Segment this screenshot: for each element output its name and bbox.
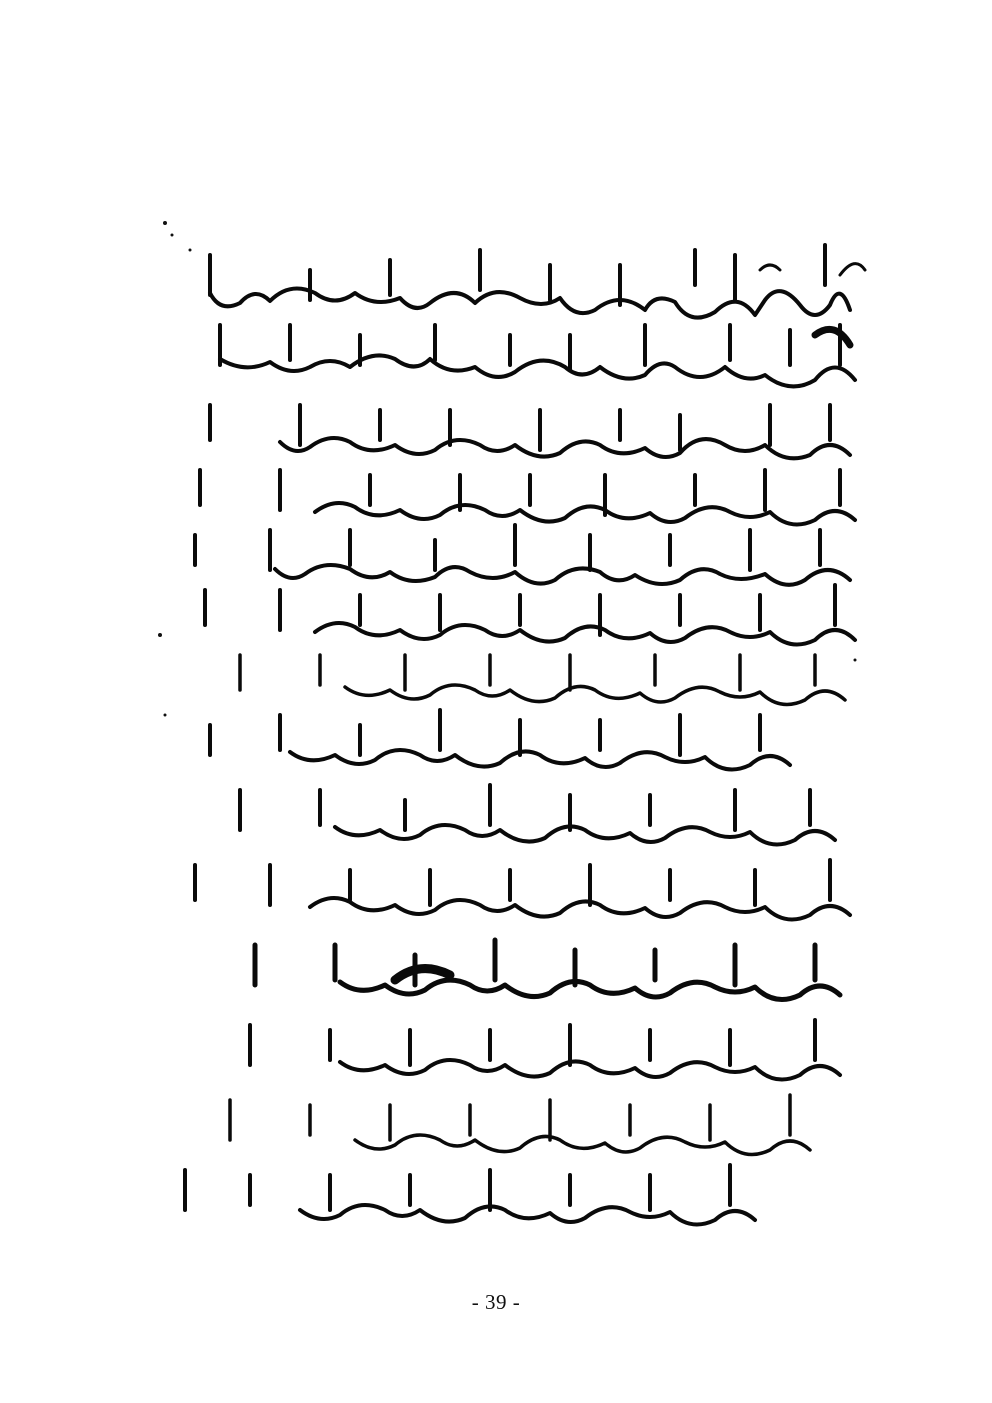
manuscript-line-4 [200,470,855,525]
manuscript-line-7 [240,655,845,705]
manuscript-line-8 [210,710,790,770]
manuscript-line-13 [230,1095,810,1155]
handwritten-manuscript-image [150,215,870,1245]
manuscript-line-14 [185,1165,755,1225]
manuscript-line-11 [255,940,840,1000]
manuscript-line-2 [220,325,855,386]
manuscript-line-10 [195,860,850,920]
manuscript-line-5 [195,525,850,585]
page-number: - 39 - [471,1290,521,1314]
manuscript-line-9 [240,785,835,845]
manuscript-line-3 [210,405,850,458]
manuscript-line-1 [210,245,865,318]
manuscript-line-12 [250,1020,840,1080]
manuscript-line-6 [205,585,855,645]
